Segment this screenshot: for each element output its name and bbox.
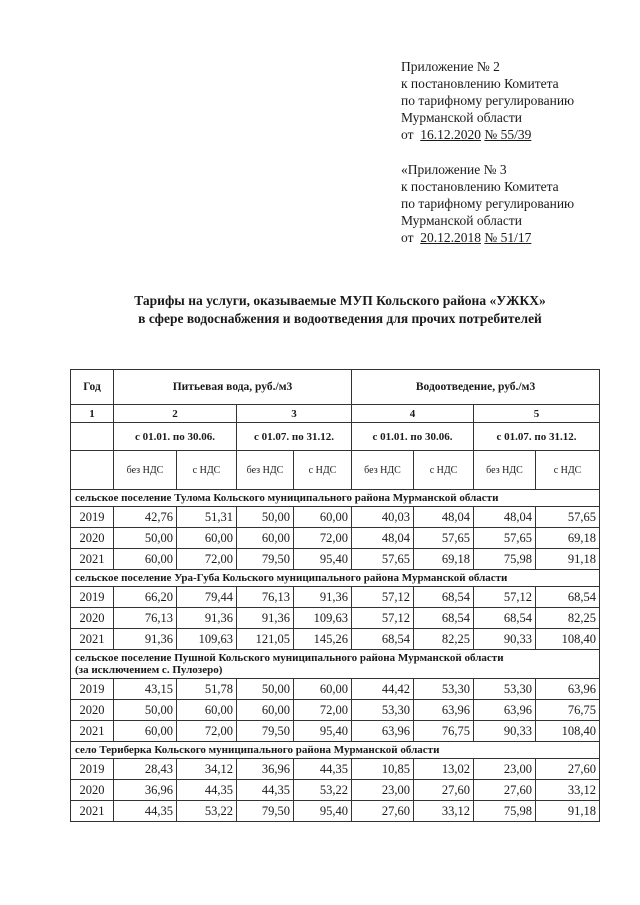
tariff-value-cell: 72,00 <box>294 700 352 721</box>
section-name: село Териберка Кольского муниципального района Мурманской области <box>75 744 440 756</box>
tariff-value-cell: 68,54 <box>352 629 414 650</box>
tariff-value-cell: 27,60 <box>414 780 474 801</box>
tariff-value-cell: 27,60 <box>352 801 414 822</box>
header-period: с 01.01. по 30.06. <box>114 423 237 451</box>
table-row <box>71 721 600 742</box>
tariff-value-cell: 57,65 <box>414 528 474 549</box>
tariff-value-cell: 51,78 <box>177 679 237 700</box>
header-empty <box>71 423 114 451</box>
year-cell: 2021 <box>71 629 114 650</box>
tariff-value-cell: 76,75 <box>536 700 600 721</box>
appendix-date: 16.12.2020 <box>420 127 481 142</box>
tariff-value-cell: 53,22 <box>177 801 237 822</box>
tariff-value-cell: 69,18 <box>414 549 474 570</box>
tariff-value-cell: 48,04 <box>474 507 536 528</box>
tariff-value-cell: 53,30 <box>352 700 414 721</box>
tariff-value-cell: 48,04 <box>414 507 474 528</box>
header-num: 1 <box>71 405 114 423</box>
tariff-value-cell: 27,60 <box>474 780 536 801</box>
tariff-value-cell: 36,96 <box>237 759 294 780</box>
appendix-date: 20.12.2018 <box>420 230 481 245</box>
header-no-vat: без НДС <box>474 451 536 490</box>
tariff-table-body <box>71 370 600 822</box>
title-line-1: Тарифы на услуги, оказываемые МУП Кольского района «УЖКХ» <box>134 293 546 308</box>
tariff-value-cell: 95,40 <box>294 801 352 822</box>
tariff-value-cell: 50,00 <box>237 507 294 528</box>
tariff-value-cell: 91,36 <box>237 608 294 629</box>
tariff-value-cell: 48,04 <box>352 528 414 549</box>
header-sewer: Водоотведение, руб./м3 <box>352 370 600 405</box>
header-water: Питьевая вода, руб./м3 <box>114 370 352 405</box>
tariff-value-cell: 82,25 <box>414 629 474 650</box>
header-year: Год <box>71 370 114 405</box>
tariff-value-cell: 91,18 <box>536 801 600 822</box>
year-cell: 2019 <box>71 759 114 780</box>
tariff-value-cell: 109,63 <box>294 608 352 629</box>
table-row <box>71 679 600 700</box>
appendix-number: № 51/17 <box>484 230 532 245</box>
tariff-value-cell: 53,30 <box>474 679 536 700</box>
table-row <box>71 801 600 822</box>
header-with-vat: с НДС <box>294 451 352 490</box>
tariff-value-cell: 72,00 <box>177 549 237 570</box>
tariff-value-cell: 90,33 <box>474 721 536 742</box>
tariff-value-cell: 76,13 <box>237 587 294 608</box>
tariff-value-cell: 42,76 <box>114 507 177 528</box>
table-row <box>71 549 600 570</box>
tariff-value-cell: 50,00 <box>114 528 177 549</box>
tariff-value-cell: 91,36 <box>294 587 352 608</box>
table-row <box>71 780 600 801</box>
section-row <box>71 650 600 679</box>
header-period: с 01.01. по 30.06. <box>352 423 474 451</box>
year-cell: 2020 <box>71 700 114 721</box>
tariff-value-cell: 60,00 <box>177 700 237 721</box>
tariff-value-cell: 60,00 <box>294 507 352 528</box>
tariff-value-cell: 72,00 <box>177 721 237 742</box>
tariff-value-cell: 68,54 <box>536 587 600 608</box>
tariff-value-cell: 57,12 <box>352 608 414 629</box>
header-empty <box>71 451 114 490</box>
header-num: 4 <box>352 405 474 423</box>
section-title <box>71 742 600 759</box>
tariff-value-cell: 53,22 <box>294 780 352 801</box>
tariff-value-cell: 63,96 <box>414 700 474 721</box>
tariff-value-cell: 95,40 <box>294 549 352 570</box>
tariff-value-cell: 79,50 <box>237 721 294 742</box>
tariff-value-cell: 82,25 <box>536 608 600 629</box>
tariff-value-cell: 57,65 <box>536 507 600 528</box>
tariff-value-cell: 91,36 <box>114 629 177 650</box>
tariff-value-cell: 79,44 <box>177 587 237 608</box>
tariff-value-cell: 23,00 <box>352 780 414 801</box>
table-row <box>71 528 600 549</box>
tariff-value-cell: 60,00 <box>294 679 352 700</box>
header-row-vat <box>71 451 600 490</box>
tariff-value-cell: 33,12 <box>414 801 474 822</box>
section-name-note: (за исключением с. Пулозеро) <box>75 664 223 676</box>
tariff-value-cell: 57,12 <box>474 587 536 608</box>
tariff-value-cell: 91,18 <box>536 549 600 570</box>
tariff-value-cell: 50,00 <box>114 700 177 721</box>
appendix-line: к постановлению Комитета <box>401 76 559 91</box>
appendix-line: к постановлению Комитета <box>401 179 559 194</box>
section-title <box>71 570 600 587</box>
section-title <box>71 490 600 507</box>
appendix-previous <box>401 161 636 246</box>
section-row <box>71 570 600 587</box>
year-cell: 2021 <box>71 549 114 570</box>
appendix-date-line <box>401 126 636 143</box>
tariff-value-cell: 69,18 <box>536 528 600 549</box>
appendix-line: Мурманской области <box>401 110 522 125</box>
tariff-value-cell: 72,00 <box>294 528 352 549</box>
tariff-value-cell: 57,65 <box>352 549 414 570</box>
year-cell: 2021 <box>71 721 114 742</box>
tariff-value-cell: 66,20 <box>114 587 177 608</box>
tariff-value-cell: 109,63 <box>177 629 237 650</box>
section-row <box>71 742 600 759</box>
header-num: 2 <box>114 405 237 423</box>
tariff-value-cell: 60,00 <box>177 528 237 549</box>
tariff-value-cell: 51,31 <box>177 507 237 528</box>
tariff-value-cell: 63,96 <box>536 679 600 700</box>
tariff-value-cell: 60,00 <box>237 700 294 721</box>
table-row <box>71 587 600 608</box>
year-cell: 2019 <box>71 679 114 700</box>
tariff-value-cell: 60,00 <box>237 528 294 549</box>
tariff-value-cell: 43,15 <box>114 679 177 700</box>
tariff-value-cell: 68,54 <box>474 608 536 629</box>
year-cell: 2020 <box>71 528 114 549</box>
year-cell: 2019 <box>71 587 114 608</box>
header-row-numbers <box>71 405 600 423</box>
tariff-table <box>70 369 600 822</box>
appendix-line: Приложение № 2 <box>401 59 500 74</box>
tariff-value-cell: 44,35 <box>294 759 352 780</box>
header-no-vat: без НДС <box>114 451 177 490</box>
tariff-value-cell: 145,26 <box>294 629 352 650</box>
appendix-current <box>401 58 636 143</box>
tariff-value-cell: 28,43 <box>114 759 177 780</box>
header-period: с 01.07. по 31.12. <box>237 423 352 451</box>
tariff-value-cell: 63,96 <box>474 700 536 721</box>
tariff-value-cell: 53,30 <box>414 679 474 700</box>
header-no-vat: без НДС <box>352 451 414 490</box>
tariff-value-cell: 57,65 <box>474 528 536 549</box>
tariff-value-cell: 79,50 <box>237 801 294 822</box>
tariff-value-cell: 108,40 <box>536 629 600 650</box>
appendix-from: от <box>401 230 414 245</box>
header-num: 5 <box>474 405 600 423</box>
tariff-value-cell: 50,00 <box>237 679 294 700</box>
table-row <box>71 507 600 528</box>
section-name: сельское поселение Ура-Губа Кольского муниципального района Мурманской области <box>75 572 508 584</box>
year-cell: 2020 <box>71 608 114 629</box>
table-row <box>71 759 600 780</box>
tariff-value-cell: 95,40 <box>294 721 352 742</box>
document-title <box>40 292 640 328</box>
tariff-value-cell: 90,33 <box>474 629 536 650</box>
tariff-value-cell: 75,98 <box>474 549 536 570</box>
tariff-value-cell: 57,12 <box>352 587 414 608</box>
tariff-value-cell: 44,42 <box>352 679 414 700</box>
tariff-value-cell: 44,35 <box>237 780 294 801</box>
table-row <box>71 700 600 721</box>
tariff-value-cell: 23,00 <box>474 759 536 780</box>
tariff-value-cell: 44,35 <box>114 801 177 822</box>
appendix-line: Мурманской области <box>401 213 522 228</box>
header-num: 3 <box>237 405 352 423</box>
appendix-from: от <box>401 127 414 142</box>
tariff-value-cell: 60,00 <box>114 721 177 742</box>
section-title <box>71 650 600 679</box>
tariff-value-cell: 76,13 <box>114 608 177 629</box>
header-with-vat: с НДС <box>414 451 474 490</box>
tariff-value-cell: 63,96 <box>352 721 414 742</box>
year-cell: 2021 <box>71 801 114 822</box>
section-row <box>71 490 600 507</box>
tariff-value-cell: 34,12 <box>177 759 237 780</box>
section-name: сельское поселение Тулома Кольского муниципального района Мурманской области <box>75 492 499 504</box>
year-cell: 2020 <box>71 780 114 801</box>
tariff-value-cell: 36,96 <box>114 780 177 801</box>
header-with-vat: с НДС <box>177 451 237 490</box>
header-row-titles <box>71 370 600 405</box>
header-no-vat: без НДС <box>237 451 294 490</box>
tariff-value-cell: 40,03 <box>352 507 414 528</box>
appendix-line: «Приложение № 3 <box>401 162 507 177</box>
tariff-value-cell: 91,36 <box>177 608 237 629</box>
appendix-date-line <box>401 229 636 246</box>
tariff-value-cell: 10,85 <box>352 759 414 780</box>
tariff-value-cell: 68,54 <box>414 608 474 629</box>
appendix-line: по тарифному регулированию <box>401 93 575 108</box>
section-name: сельское поселение Пушной Кольского муниципального района Мурманской области <box>75 652 504 664</box>
title-line-2: в сфере водоснабжения и водоотведения для прочих потребителей <box>138 311 542 326</box>
tariff-value-cell: 13,02 <box>414 759 474 780</box>
header-row-periods <box>71 423 600 451</box>
tariff-value-cell: 121,05 <box>237 629 294 650</box>
tariff-value-cell: 60,00 <box>114 549 177 570</box>
tariff-value-cell: 76,75 <box>414 721 474 742</box>
header-with-vat: с НДС <box>536 451 600 490</box>
header-period: с 01.07. по 31.12. <box>474 423 600 451</box>
tariff-value-cell: 27,60 <box>536 759 600 780</box>
appendix-line: по тарифному регулированию <box>401 196 575 211</box>
tariff-value-cell: 75,98 <box>474 801 536 822</box>
appendix-number: № 55/39 <box>484 127 532 142</box>
year-cell: 2019 <box>71 507 114 528</box>
tariff-value-cell: 44,35 <box>177 780 237 801</box>
tariff-value-cell: 108,40 <box>536 721 600 742</box>
tariff-value-cell: 68,54 <box>414 587 474 608</box>
tariff-value-cell: 33,12 <box>536 780 600 801</box>
table-row <box>71 608 600 629</box>
tariff-value-cell: 79,50 <box>237 549 294 570</box>
table-row <box>71 629 600 650</box>
